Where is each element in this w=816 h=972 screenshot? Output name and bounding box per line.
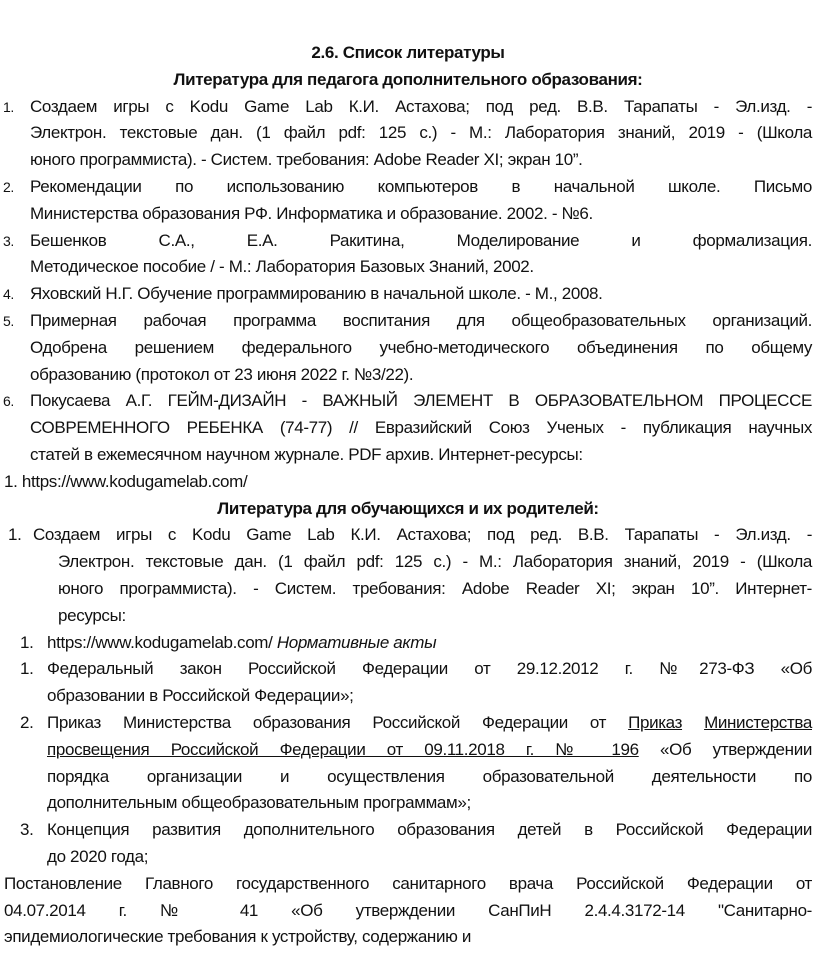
line: Яховский Н.Г. Обучение программированию в начальной школе. - М., 2008. — [30, 284, 603, 304]
list-number: 1. — [20, 659, 34, 679]
list-number: 1. — [8, 525, 22, 545]
text: «Об утверждении — [638, 739, 812, 759]
list-number: 5. — [3, 312, 14, 329]
teacher-literature-heading: Литература для педагога дополнительного образования: — [173, 69, 643, 89]
list-item — [0, 388, 816, 468]
line: Создаем игры с Kodu Game Lab К.И. Астахова; под ред. В.В. Тарапаты - Эл.изд. - — [30, 96, 812, 116]
sanpin-resolution — [0, 871, 816, 951]
list-number: 6. — [3, 393, 14, 410]
line: образованию (протокол от 23 июня 2022 г. №3/22). — [30, 364, 414, 384]
list-item — [0, 94, 816, 174]
list-item — [0, 522, 816, 629]
line: Бешенков С.А., Е.А. Ракитина, Моделирование и формализация. — [30, 230, 812, 250]
line: 04.07.2014 г. № 41 «Об утверждении СанПиН 2.4.4.3172-14 "Санитарно- — [4, 900, 812, 920]
line: до 2020 года; — [47, 846, 149, 866]
list-number: 4. — [3, 286, 14, 303]
section-title: 2.6. Список литературы — [311, 43, 505, 62]
list-item — [0, 308, 816, 388]
student-literature-list — [0, 522, 816, 629]
line: Федеральный закон Российской Федерации от 29.12.2012 г. №273-ФЗ «Об — [47, 659, 812, 679]
list-number: 1. — [20, 632, 34, 652]
students-literature-heading: Литература для обучающихся и их родителей: — [217, 498, 599, 518]
line: Создаем игры с Kodu Game Lab К.И. Астахова; под ред. В.В. Тарапаты - Эл.изд. - — [33, 525, 812, 545]
list-item — [0, 656, 816, 710]
list-item — [0, 817, 816, 871]
line: Электрон. текстовые дан. (1 файл pdf: 125 с.) - М.: Лаборатория знаний, 2019 - (Школа — [30, 123, 812, 143]
list-number: 3. — [20, 820, 34, 840]
line: статей в ежемесячном научном журнале. PDF архив. Интернет-ресурсы: — [30, 444, 583, 464]
student-link-item — [0, 630, 816, 657]
line: ресурсы: — [58, 605, 126, 625]
line: Рекомендации по использованию компьютеров в начальной школе. Письмо — [30, 176, 812, 196]
kodu-link[interactable]: 1. https://www.kodugamelab.com/ — [4, 471, 248, 491]
order-link[interactable]: Приказ — [628, 712, 683, 732]
line — [47, 737, 812, 764]
list-item — [0, 281, 816, 308]
normative-acts-heading: Нормативные акты — [276, 632, 437, 652]
document-page — [0, 40, 816, 951]
line: юного программиста). - Систем. требования: Adobe Reader XI; экран 10”. — [30, 150, 583, 170]
line: Постановление Главного государственного санитарного врача Российской Федерации от — [4, 873, 812, 893]
list-number: 2. — [20, 712, 34, 732]
kodu-link[interactable]: https://www.kodugamelab.com/ — [47, 632, 273, 652]
teacher-link-item — [0, 469, 816, 496]
list-item — [0, 710, 816, 817]
text — [682, 713, 704, 732]
line — [47, 710, 812, 737]
list-item — [0, 228, 816, 282]
list-number: 3. — [3, 232, 14, 249]
line: эпидемиологические требования к устройству, содержанию и — [4, 927, 472, 947]
teacher-literature-list — [0, 94, 816, 469]
line: порядка организации и осуществления образовательной деятельности по — [47, 766, 812, 786]
line: дополнительным общеобразовательным программам»; — [47, 793, 471, 813]
list-item — [0, 174, 816, 228]
ministry-link[interactable]: Министерства — [704, 712, 812, 732]
line: СОВРЕМЕННОГО РЕБЕНКА (74-77) // Евразийский Союз Ученых - публикация научных — [30, 418, 812, 438]
line: Покусаева А.Г. ГЕЙМ-ДИЗАЙН - ВАЖНЫЙ ЭЛЕМЕНТ В ОБРАЗОВАТЕЛЬНОМ ПРОЦЕССЕ — [30, 391, 812, 411]
line: образовании в Российской Федерации»; — [47, 686, 354, 706]
normative-acts-list — [0, 656, 816, 870]
line: Электрон. текстовые дан. (1 файл pdf: 125 с.) - М.: Лаборатория знаний, 2019 - (Школа — [58, 552, 812, 572]
line: юного программиста). - Систем. требования: Adobe Reader XI; экран 10”. Интернет- — [58, 578, 812, 598]
line: Концепция развития дополнительного образования детей в Российской Федерации — [47, 820, 812, 840]
line: Методическое пособие / - М.: Лаборатория Базовых Знаний, 2002. — [30, 257, 534, 277]
list-number: 1. — [3, 98, 14, 115]
line: Министерства образования РФ. Информатика и образование. 2002. - №6. — [30, 203, 593, 223]
text: Приказ Министерства образования Российской Федерации от — [47, 712, 629, 732]
list-number: 2. — [3, 178, 14, 195]
line: Примерная рабочая программа воспитания для общеобразовательных организаций. — [30, 310, 812, 330]
line: Одобрена решением федерального учебно-методического объединения по общему — [30, 337, 812, 357]
ministry-order-link[interactable]: просвещения Российской Федерации от 09.11.2018 г. № 196 — [47, 739, 639, 759]
